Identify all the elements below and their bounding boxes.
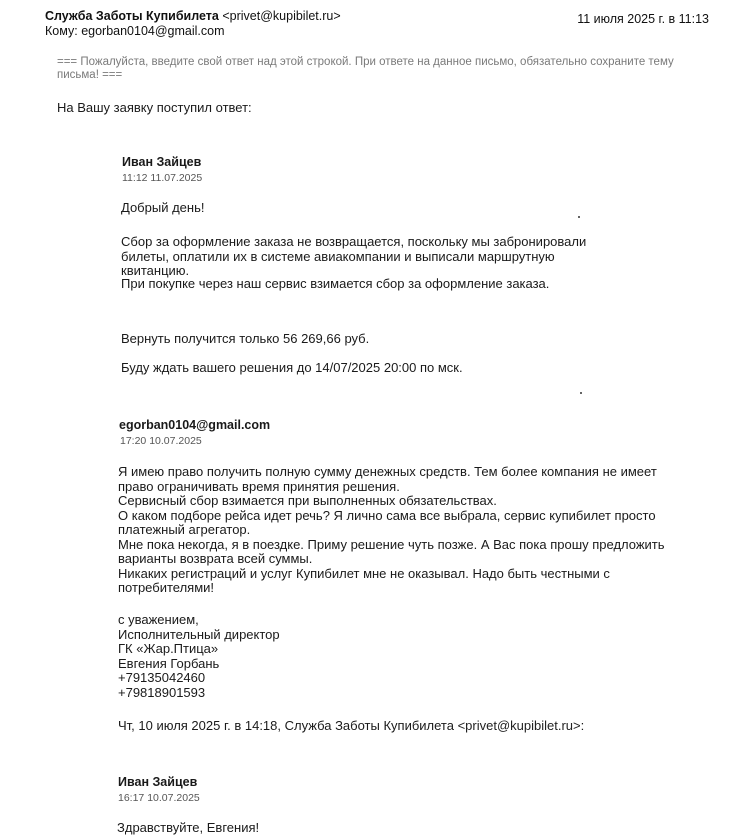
quote-header-text: Чт, 10 июля 2025 г. в 14:18, Служба Заботы Купибилета bbox=[118, 718, 458, 733]
message-author[interactable]: egorban0104@gmail.com bbox=[119, 418, 271, 432]
body-line: варианты возврата всей суммы. bbox=[118, 551, 313, 566]
email-header-to bbox=[45, 24, 225, 38]
message-paragraph: Буду ждать вашего решения до 14/07/2025 20:00 по мск. bbox=[121, 360, 463, 375]
body-line: О каком подборе рейса идет речь? Я лично сама все выбрала, сервис купибилет просто bbox=[118, 507, 656, 523]
scan-speck bbox=[580, 392, 582, 394]
signature-line: Евгения Горбань bbox=[118, 655, 220, 671]
message-paragraph: Добрый день! bbox=[121, 200, 205, 215]
message-author: Иван Зайцев bbox=[118, 775, 198, 789]
quote-header bbox=[118, 719, 584, 734]
sender-email[interactable]: <privet@kupibilet.ru> bbox=[222, 9, 341, 23]
signature-line: Исполнительный директор bbox=[118, 626, 280, 642]
signature-line: ГК «Жар.Птица» bbox=[118, 641, 219, 656]
recipient-email[interactable]: egorban0104@gmail.com bbox=[81, 24, 225, 38]
signature-line: с уважением, bbox=[118, 612, 199, 627]
signature-phone[interactable]: +79818901593 bbox=[118, 684, 206, 700]
message-paragraph: Здравствуйте, Евгения! bbox=[117, 820, 260, 835]
body-line: Сервисный сбор взимается при выполненных обязательствах. bbox=[118, 493, 497, 508]
reply-above-line-notice: === Пожалуйста, введите свой ответ над этой строкой. При ответе на данное письмо, обязательно сохраните тему письма! === bbox=[57, 56, 674, 81]
email-date: 11 июля 2025 г. в 11:13 bbox=[577, 12, 709, 26]
message-timestamp: 17:20 10.07.2025 bbox=[120, 435, 202, 447]
to-label: Кому: bbox=[45, 24, 78, 38]
sender-name: Служба Заботы Купибилета bbox=[45, 9, 219, 23]
body-line: право ограничивать время принятия решения. bbox=[118, 478, 400, 494]
message-timestamp: 11:12 11.07.2025 bbox=[122, 172, 203, 184]
body-line: Я имею право получить полную сумму денежных средств. Тем более компания не имеет bbox=[118, 464, 657, 479]
message-author: Иван Зайцев bbox=[122, 155, 202, 169]
intro-text: На Вашу заявку поступил ответ: bbox=[57, 100, 252, 115]
message-body bbox=[118, 465, 665, 596]
scan-speck bbox=[578, 216, 580, 218]
message-paragraph: Сбор за оформление заказа не возвращается, поскольку мы забронировали билеты, оплатили их в системе авиакомпании и выписали маршрутную квитанцию. bbox=[121, 234, 587, 278]
body-line: потребителями! bbox=[118, 580, 215, 595]
signature-block bbox=[118, 613, 280, 700]
email-header-from bbox=[45, 9, 341, 23]
signature-phone[interactable]: +79135042460 bbox=[118, 670, 206, 685]
quote-sender-email[interactable]: <privet@kupibilet.ru> bbox=[457, 718, 581, 733]
message-timestamp: 16:17 10.07.2025 bbox=[118, 792, 200, 804]
body-line: Мне пока некогда, я в поездке. Приму решение чуть позже. А Вас пока прошу предложить bbox=[118, 536, 665, 552]
body-line: платежный агрегатор. bbox=[118, 522, 251, 537]
quote-header-colon: : bbox=[580, 718, 585, 733]
body-line: Никаких регистраций и услуг Купибилет мне не оказывал. Надо быть честными с bbox=[118, 565, 610, 581]
message-paragraph: Вернуть получится только 56 269,66 руб. bbox=[121, 331, 370, 346]
message-paragraph: При покупке через наш сервис взимается сбор за оформление заказа. bbox=[121, 276, 550, 291]
